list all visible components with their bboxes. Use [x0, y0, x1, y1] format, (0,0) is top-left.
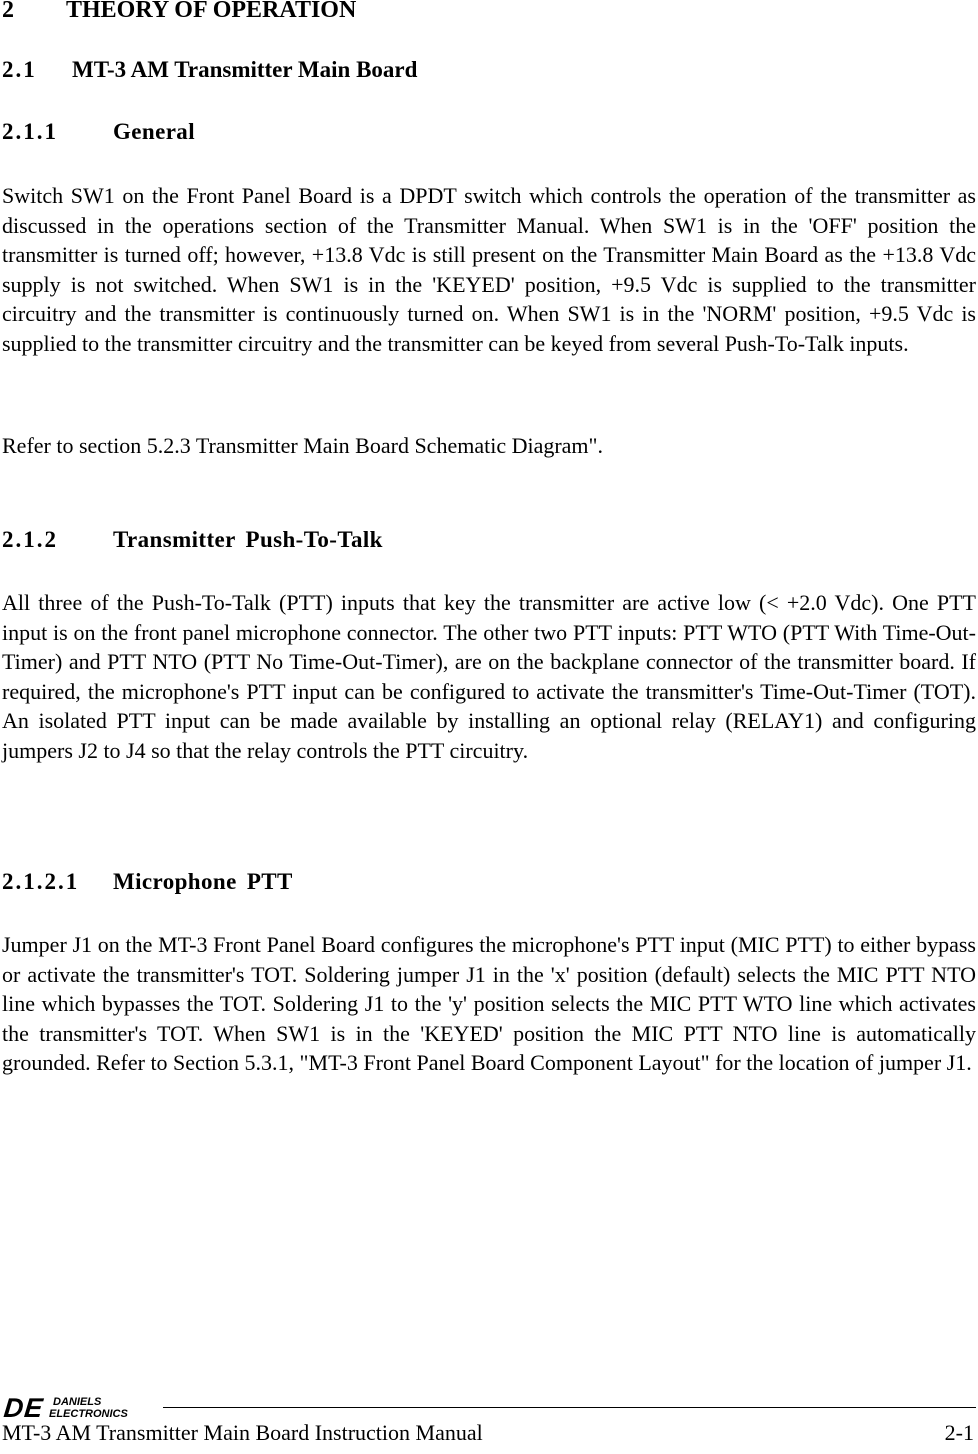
chapter-number: 2 [2, 0, 14, 23]
subsection-heading-general [2, 119, 195, 145]
company-logo-line2: ELECTRONICS [49, 1408, 128, 1420]
mic-ptt-paragraph: Jumper J1 on the MT-3 Front Panel Board configures the microphone's PTT input (MIC PTT) to either bypass or activate the transmitter's TOT. Soldering jumper J1 in the 'x' position (default) selects the MIC PTT NTO line which bypasses the TOT. Soldering J1 to the 'y' position selects the MIC PTT WTO line which activates the transmitter's TOT. When SW1 is in the 'KEYED' position the MIC PTT NTO line is automatically grounded. Refer to Section 5.3.1, "MT-3 Front Panel Board Component Layout" for the location of jumper J1. [2, 932, 976, 1075]
subsection-number: 2.1.2 [2, 527, 58, 552]
subsubsection-heading-mic-ptt [2, 869, 293, 895]
section-number: 2.1 [2, 57, 37, 82]
company-logo-initials: DE [2, 1393, 46, 1423]
chapter-title: THEORY OF OPERATION [66, 0, 357, 23]
general-paragraph-2: Refer to section 5.2.3 Transmitter Main Board Schematic Diagram". [2, 433, 604, 458]
subsection-title: General [113, 119, 195, 144]
general-paragraph-1: Switch SW1 on the Front Panel Board is a DPDT switch which controls the operation of the transmitter as discussed in the operations section of the Transmitter Manual. When SW1 is in the 'OFF' position the transmitter is turned off; however, +13.8 Vdc is still present on the Transmitter Main Board as the +13.8 Vdc supply is not switched. When SW1 is in the 'KEYED' position, +9.5 Vdc is supplied to the transmitter circuitry and the transmitter is continuously turned on. When SW1 is in the 'NORM' position, +9.5 Vdc is supplied to the transmitter circuitry and the transmitter can be keyed from several Push-To-Talk inputs. [2, 183, 976, 356]
footer-divider [163, 1407, 976, 1408]
section-title: MT-3 AM Transmitter Main Board [72, 57, 418, 82]
footer-manual-title: MT-3 AM Transmitter Main Board Instruction Manual [2, 1420, 483, 1445]
subsubsection-number: 2.1.2.1 [2, 869, 80, 894]
subsection-title: Transmitter Push-To-Talk [113, 527, 383, 552]
chapter-heading [2, 0, 356, 24]
section-heading [2, 57, 417, 83]
subsection-heading-ptt [2, 527, 383, 553]
subsubsection-title: Microphone PTT [113, 869, 293, 894]
subsection-number: 2.1.1 [2, 119, 58, 144]
footer-page-number: 2-1 [944, 1420, 974, 1445]
company-logo-line1: DANIELS [53, 1396, 102, 1408]
ptt-paragraph: All three of the Push-To-Talk (PTT) inputs that key the transmitter are active low (< +2.0 Vdc). One PTT input is on the front panel microphone connector. The other two PTT inputs: PTT WTO (PTT With Time-Out-Timer) and PTT NTO (PTT No Time-Out-Timer), are on the backplane connector of the transmitter board. If required, the microphone's PTT input can be configured to activate the transmitter's Time-Out-Timer (TOT). An isolated PTT input can be made available by installing an optional relay (RELAY1) and configuring jumpers J2 to J4 so that the relay controls the PTT circuitry. [2, 590, 976, 763]
